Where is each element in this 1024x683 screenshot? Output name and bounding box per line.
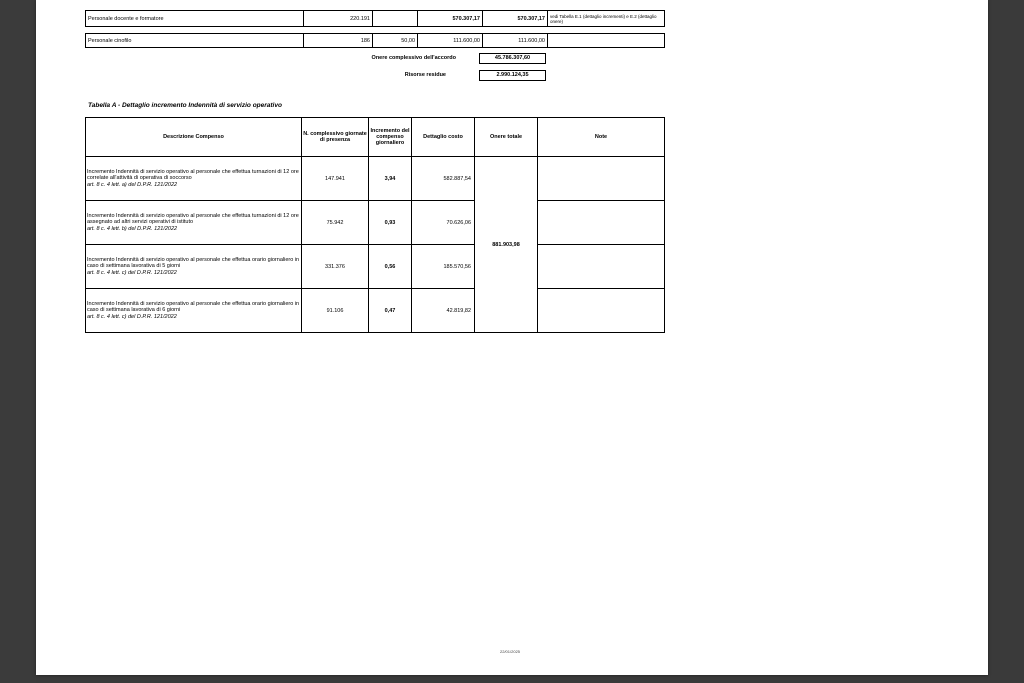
row-incremento — [373, 11, 418, 27]
risorse-residue-label: Risorse residue — [404, 72, 446, 78]
header-dettaglio: Dettaglio costo — [412, 118, 475, 157]
onere-complessivo-label: Onere complessivo dell'accordo — [371, 55, 456, 61]
row-personale-docente — [85, 10, 665, 27]
row-dettaglio: 570.307,17 — [418, 11, 483, 27]
header-onere: Onere totale — [475, 118, 538, 157]
row-descrizione: Incremento Indennità di servizio operativo al personale che effettua turnazioni di 12 ore assegnato ad altri servizi operativi di istituto art. 8 c. 4 lett. b) del D.P.R. 121/2022 — [86, 201, 302, 245]
row-giornate: 331.376 — [302, 245, 369, 289]
row-note — [538, 245, 665, 289]
header-descrizione: Descrizione Compenso — [86, 118, 302, 157]
table-row — [86, 245, 665, 289]
row-dettaglio: 111.600,00 — [418, 34, 483, 48]
row-descrizione: Incremento Indennità di servizio operativo al personale che effettua orario giornaliero in caso di settimana lavorativa di 6 giorni art. 8 c. 4 lett. c) del D.P.R. 121/2022 — [86, 289, 302, 333]
table-a-caption: Tabella A - Dettaglio incremento Indennità di servizio operativo — [88, 102, 282, 109]
table-row — [86, 201, 665, 245]
onere-totale-cell: 881.903,98 — [475, 157, 538, 333]
row-incremento: 50,00 — [373, 34, 418, 48]
row-note — [538, 157, 665, 201]
table-header-row — [86, 118, 665, 157]
row-label: Personale docente e formatore — [86, 11, 304, 27]
row-incremento: 0,47 — [369, 289, 412, 333]
row-giornate: 186 — [304, 34, 373, 48]
row-label: Personale cinofilo — [86, 34, 304, 48]
row-giornate: 91.106 — [302, 289, 369, 333]
row-dettaglio: 42.819,82 — [412, 289, 475, 333]
row-onere: 111.600,00 — [483, 34, 548, 48]
row-descrizione: Incremento Indennità di servizio operativo al personale che effettua turnazioni di 12 ore correlate all'attività di operativa di soccorso art. 8 c. 4 lett. a) del D.P.R. 121/2022 — [86, 157, 302, 201]
table-row — [86, 157, 665, 201]
row-dettaglio: 582.887,54 — [412, 157, 475, 201]
risorse-residue-value: 2.990.124,35 — [479, 70, 546, 81]
row-incremento: 3,94 — [369, 157, 412, 201]
row-incremento: 0,56 — [369, 245, 412, 289]
row-note: vedi Tabella E.1 (dettaglio incrementi) e E.2 (dettaglio onere) — [548, 11, 665, 27]
row-incremento: 0,93 — [369, 201, 412, 245]
header-note: Note — [538, 118, 665, 157]
footer-date: 22/01/2025 — [500, 649, 521, 654]
header-incremento: Incremento del compenso giornaliero — [369, 118, 412, 157]
row-note — [538, 289, 665, 333]
table-row — [86, 289, 665, 333]
table-a — [85, 117, 665, 333]
row-giornate: 147.941 — [302, 157, 369, 201]
onere-complessivo-value: 45.786.307,60 — [479, 53, 546, 64]
row-onere: 570.307,17 — [483, 11, 548, 27]
row-giornate: 75.942 — [302, 201, 369, 245]
row-note — [548, 34, 665, 48]
header-giornate: N. complessivo giornate di presenza — [302, 118, 369, 157]
row-personale-cinofilo — [85, 33, 665, 48]
row-dettaglio: 70.626,06 — [412, 201, 475, 245]
row-descrizione: Incremento Indennità di servizio operativo al personale che effettua orario giornaliero in caso di settimana lavorativa di 5 giorni art. 8 c. 4 lett. c) del D.P.R. 121/2022 — [86, 245, 302, 289]
row-giornate: 220.191 — [304, 11, 373, 27]
row-dettaglio: 185.570,56 — [412, 245, 475, 289]
left-viewer-margin — [0, 0, 36, 683]
row-note — [538, 201, 665, 245]
